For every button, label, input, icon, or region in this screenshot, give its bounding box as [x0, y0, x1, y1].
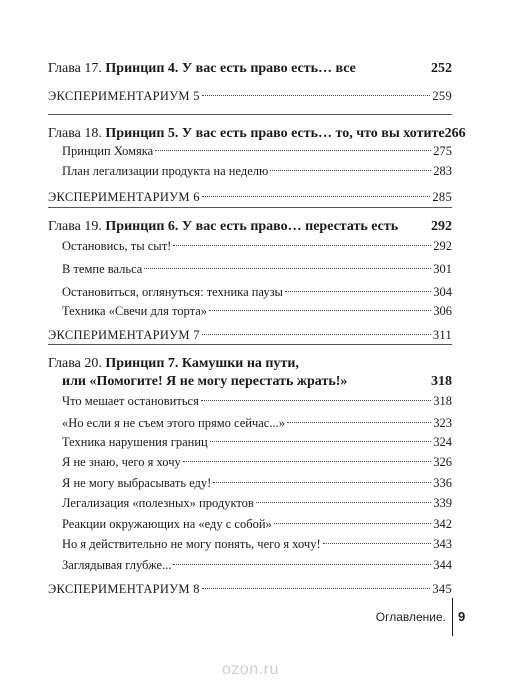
subentry-page: 336	[433, 476, 452, 490]
experimentarium-5-entry[interactable]	[48, 86, 452, 106]
leader-dots	[173, 564, 431, 565]
toc-subentry[interactable]	[62, 555, 452, 575]
subentry-label: Принцип Хомяка	[62, 144, 154, 158]
leader-dots	[323, 543, 432, 544]
chapter-17-heading[interactable]	[48, 59, 452, 79]
toc-subentry[interactable]	[62, 473, 452, 493]
subentry-page: 306	[433, 304, 452, 318]
chapter-20-title: Принцип 7. Камушки на пути,	[105, 356, 299, 371]
toc-subentry[interactable]	[62, 161, 452, 181]
chapter-17-page: 252	[431, 61, 452, 76]
chapter-20-page: 318	[431, 374, 452, 389]
toc-subentry[interactable]	[62, 141, 452, 161]
page-number: 9	[458, 609, 466, 624]
leader-dots	[274, 523, 431, 524]
subentry-label: «Но если я не съем этого прямо сейчас...»	[62, 416, 285, 430]
experimentarium-5-label: ЭКСПЕРИМЕНТАРИУМ 5	[48, 89, 200, 103]
leader-dots	[209, 310, 431, 311]
subentry-label: Техника «Свечи для торта»	[62, 304, 208, 318]
toc-subentry[interactable]	[62, 259, 452, 279]
chapter-18-prefix: Глава 18.	[48, 126, 102, 141]
leader-dots	[202, 95, 431, 96]
leader-dots	[201, 400, 431, 401]
experimentarium-8-page: 345	[432, 582, 452, 596]
experimentarium-6-label: ЭКСПЕРИМЕНТАРИУМ 6	[48, 190, 200, 204]
watermark: ozon.ru	[222, 661, 279, 678]
leader-dots	[173, 245, 431, 246]
chapter-20-title-line2: или «Помогите! Я не могу перестать жрать!»	[62, 374, 348, 389]
toc-subentry[interactable]	[62, 301, 452, 321]
subentry-label: В темпе вальса	[62, 262, 143, 276]
running-footer-label: Оглавление.	[375, 610, 446, 624]
subentry-page: 344	[433, 558, 452, 572]
subentry-page: 324	[433, 435, 452, 449]
subentry-page: 275	[433, 144, 452, 158]
toc-subentry[interactable]	[62, 432, 452, 452]
chapter-20-prefix: Глава 20.	[48, 356, 102, 371]
toc-subentry[interactable]	[62, 413, 452, 433]
toc-subentry[interactable]	[62, 493, 452, 513]
chapter-19-title: Принцип 6. У вас есть право… перестать есть	[105, 219, 399, 234]
experimentarium-7-label: ЭКСПЕРИМЕНТАРИУМ 7	[48, 328, 200, 342]
leader-dots	[202, 588, 431, 589]
subentry-page: 326	[433, 455, 452, 469]
chapter-19-prefix: Глава 19.	[48, 219, 102, 234]
subentry-label: Остановись, ты сыт!	[62, 239, 172, 253]
toc-subentry[interactable]	[62, 236, 452, 256]
toc-subentry[interactable]	[62, 514, 452, 534]
subentry-label: Легализация «полезных» продуктов	[62, 496, 254, 510]
leader-dots	[202, 334, 431, 335]
subentry-label: Но я действительно не могу понять, чего я хочу!	[62, 537, 321, 551]
chapter-19-page: 292	[431, 219, 452, 234]
chapter-17-title: Принцип 4. У вас есть право есть… все	[105, 61, 356, 76]
leader-dots	[270, 170, 431, 171]
experimentarium-5-page: 259	[432, 89, 452, 103]
subentry-label: Техника нарушения границ	[62, 435, 208, 449]
footer-divider	[452, 598, 453, 636]
subentry-page: 318	[433, 394, 452, 408]
toc-subentry[interactable]	[62, 391, 452, 411]
subentry-page: 304	[433, 285, 452, 299]
chapter-17-prefix: Глава 17.	[48, 61, 102, 76]
chapter-18-title: Принцип 5. У вас есть право есть… то, что вы хотите	[105, 126, 445, 141]
leader-dots	[202, 196, 431, 197]
leader-dots	[155, 150, 431, 151]
section-divider	[48, 207, 452, 208]
subentry-page: 343	[433, 537, 452, 551]
subentry-label: Заглядывая глубже...	[62, 558, 172, 572]
subentry-page: 323	[433, 416, 452, 430]
experimentarium-7-page: 311	[432, 328, 452, 342]
experimentarium-8-label: ЭКСПЕРИМЕНТАРИУМ 8	[48, 582, 200, 596]
leader-dots	[287, 422, 431, 423]
subentry-page: 292	[433, 239, 452, 253]
subentry-page: 339	[433, 496, 452, 510]
subentry-page: 283	[433, 164, 452, 178]
chapter-18-page: 266	[444, 126, 466, 141]
leader-dots	[285, 291, 431, 292]
subentry-label: Я не знаю, чего я хочу	[62, 455, 181, 469]
leader-dots	[256, 502, 431, 503]
leader-dots	[183, 461, 432, 462]
toc-subentry[interactable]	[62, 534, 452, 554]
subentry-label: Реакции окружающих на «еду с собой»	[62, 517, 272, 531]
subentry-page: 301	[433, 262, 452, 276]
experimentarium-6-entry[interactable]	[48, 187, 452, 207]
subentry-page: 342	[433, 517, 452, 531]
leader-dots	[210, 441, 432, 442]
leader-dots	[144, 268, 431, 269]
experimentarium-6-page: 285	[432, 190, 452, 204]
toc-subentry[interactable]	[62, 282, 452, 302]
section-divider	[48, 344, 452, 345]
chapter-20-heading[interactable]	[48, 354, 452, 374]
section-divider	[48, 114, 452, 115]
toc-subentry[interactable]	[62, 452, 452, 472]
subentry-label: Что мешает остановиться	[62, 394, 199, 408]
experimentarium-7-entry[interactable]	[48, 325, 452, 345]
experimentarium-8-entry[interactable]	[48, 579, 452, 599]
leader-dots	[213, 482, 431, 483]
subentry-label: Остановиться, оглянуться: техника паузы	[62, 285, 283, 299]
chapter-20-heading-line2[interactable]	[62, 372, 452, 392]
subentry-label: План легализации продукта на неделю	[62, 164, 269, 178]
subentry-label: Я не могу выбрасывать еду!	[62, 476, 212, 490]
chapter-19-heading[interactable]	[48, 217, 452, 237]
